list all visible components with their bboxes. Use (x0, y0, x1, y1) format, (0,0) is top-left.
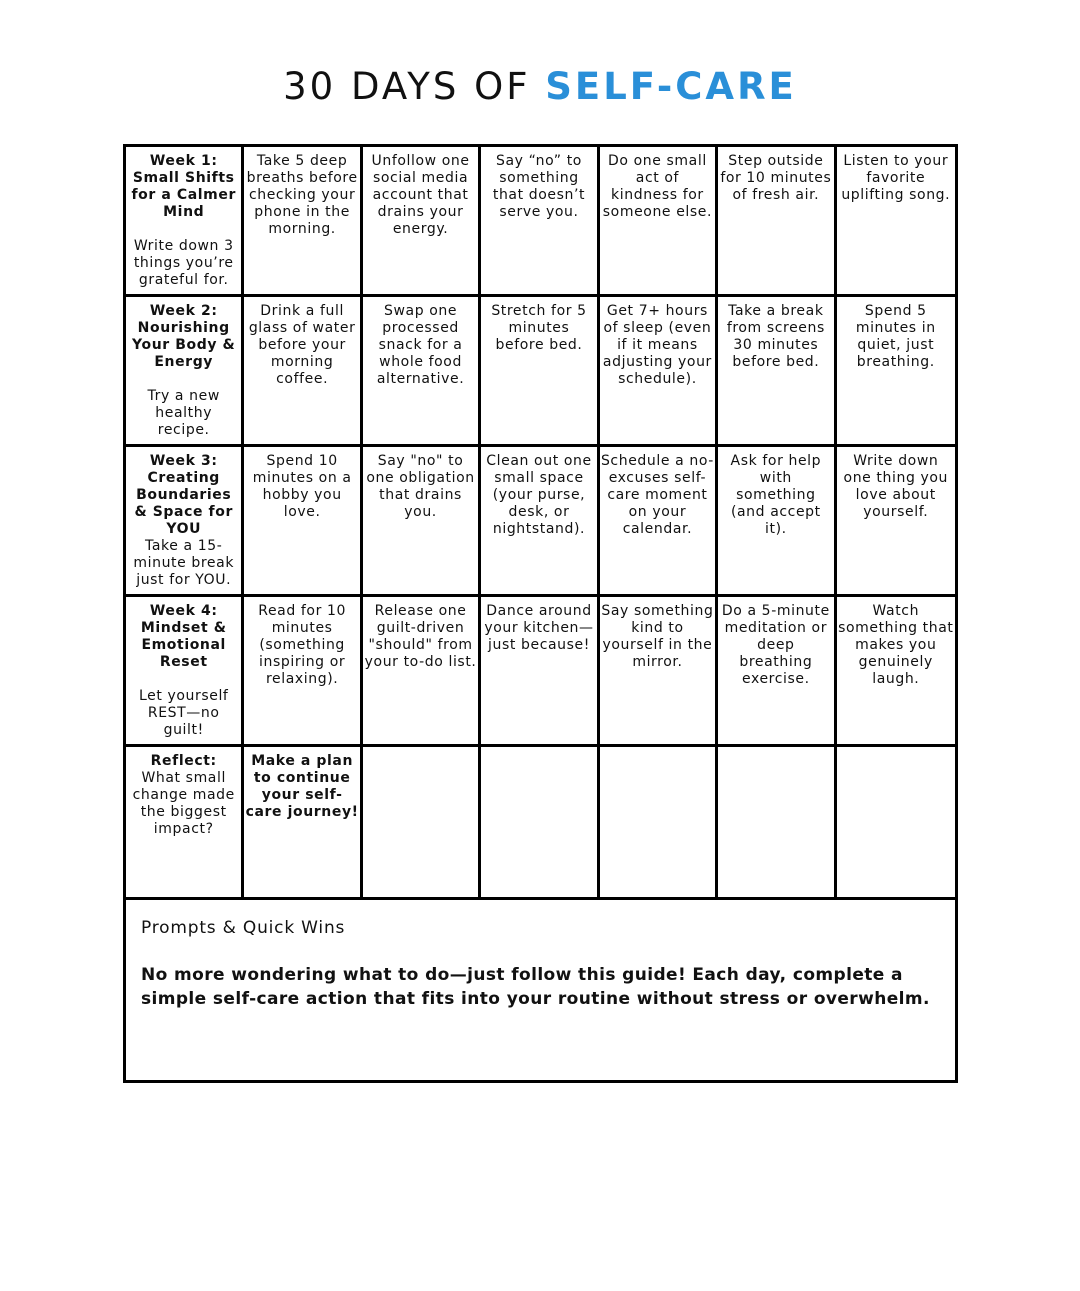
week-3-label-cell (126, 447, 244, 597)
day-cell: Do a 5-minute meditation or deep breathing exercise. (718, 597, 836, 747)
day-cell: Schedule a no-excuses self-care moment on your calendar. (600, 447, 718, 597)
empty-day-cell (363, 747, 481, 897)
day-cell: Clean out one small space (your purse, desk, or nightstand). (481, 447, 599, 597)
day-cell: Listen to your favorite uplifting song. (837, 147, 955, 297)
week-2-header: Week 2: Nourishing Your Body & Energy (132, 303, 236, 370)
day-cell: Unfollow one social media account that drains your energy. (363, 147, 481, 297)
day-cell: Ask for help with something (and accept it). (718, 447, 836, 597)
reflect-label-cell (126, 747, 244, 897)
week-3-header: Week 3: Creating Boundaries & Space for YOU (134, 453, 233, 537)
calendar-grid (123, 144, 958, 900)
week-4-label-cell (126, 597, 244, 747)
day-cell: Swap one processed snack for a whole food alternative. (363, 297, 481, 447)
week-1-sub: Write down 3 things you’re grateful for. (133, 238, 234, 288)
day-cell: Say “no” to something that doesn’t serve you. (481, 147, 599, 297)
title-plain: 30 DAYS OF (283, 65, 546, 108)
prompts-box (123, 897, 958, 1083)
prompts-body: No more wondering what to do—just follow this guide! Each day, complete a simple self-care action that fits into your routine without stress or overwhelm. (141, 965, 930, 1009)
day-cell: Take 5 deep breaths before checking your phone in the morning. (244, 147, 362, 297)
empty-day-cell (481, 747, 599, 897)
week-3-sub: Take a 15-minute break just for YOU. (133, 538, 235, 588)
page-title (0, 62, 1080, 112)
day-cell: Stretch for 5 minutes before bed. (481, 297, 599, 447)
day-cell: Get 7+ hours of sleep (even if it means adjusting your schedule). (600, 297, 718, 447)
day-cell: Dance around your kitchen—just because! (481, 597, 599, 747)
day-cell: Make a plan to continue your self-care journey! (244, 747, 362, 897)
week-2-sub: Try a new healthy recipe. (147, 388, 220, 438)
day-cell: Step outside for 10 minutes of fresh air. (718, 147, 836, 297)
week-2-label-cell (126, 297, 244, 447)
day-cell: Do one small act of kindness for someone else. (600, 147, 718, 297)
week-1-label-cell (126, 147, 244, 297)
day-cell: Release one guilt-driven "should" from your to-do list. (363, 597, 481, 747)
empty-day-cell (837, 747, 955, 897)
week-4-sub: Let yourself REST—no guilt! (138, 688, 229, 738)
reflect-sub: What small change made the biggest impact? (132, 770, 235, 837)
day-cell: Say something kind to yourself in the mirror. (600, 597, 718, 747)
week-4-header: Week 4: Mindset & Emotional Reset (140, 603, 227, 670)
empty-day-cell (718, 747, 836, 897)
day-cell: Say "no" to one obligation that drains you. (363, 447, 481, 597)
reflect-header: Reflect: (150, 753, 217, 769)
day-cell: Drink a full glass of water before your morning coffee. (244, 297, 362, 447)
day-cell: Take a break from screens 30 minutes before bed. (718, 297, 836, 447)
prompts-heading: Prompts & Quick Wins (141, 918, 346, 938)
day-cell: Watch something that makes you genuinely laugh. (837, 597, 955, 747)
day-cell: Write down one thing you love about yourself. (837, 447, 955, 597)
week-1-header: Week 1: Small Shifts for a Calmer Mind (131, 153, 236, 220)
day-cell: Spend 5 minutes in quiet, just breathing. (837, 297, 955, 447)
day-cell: Spend 10 minutes on a hobby you love. (244, 447, 362, 597)
day-cell: Read for 10 minutes (something inspiring or relaxing). (244, 597, 362, 747)
empty-day-cell (600, 747, 718, 897)
title-accent: SELF-CARE (545, 65, 797, 108)
